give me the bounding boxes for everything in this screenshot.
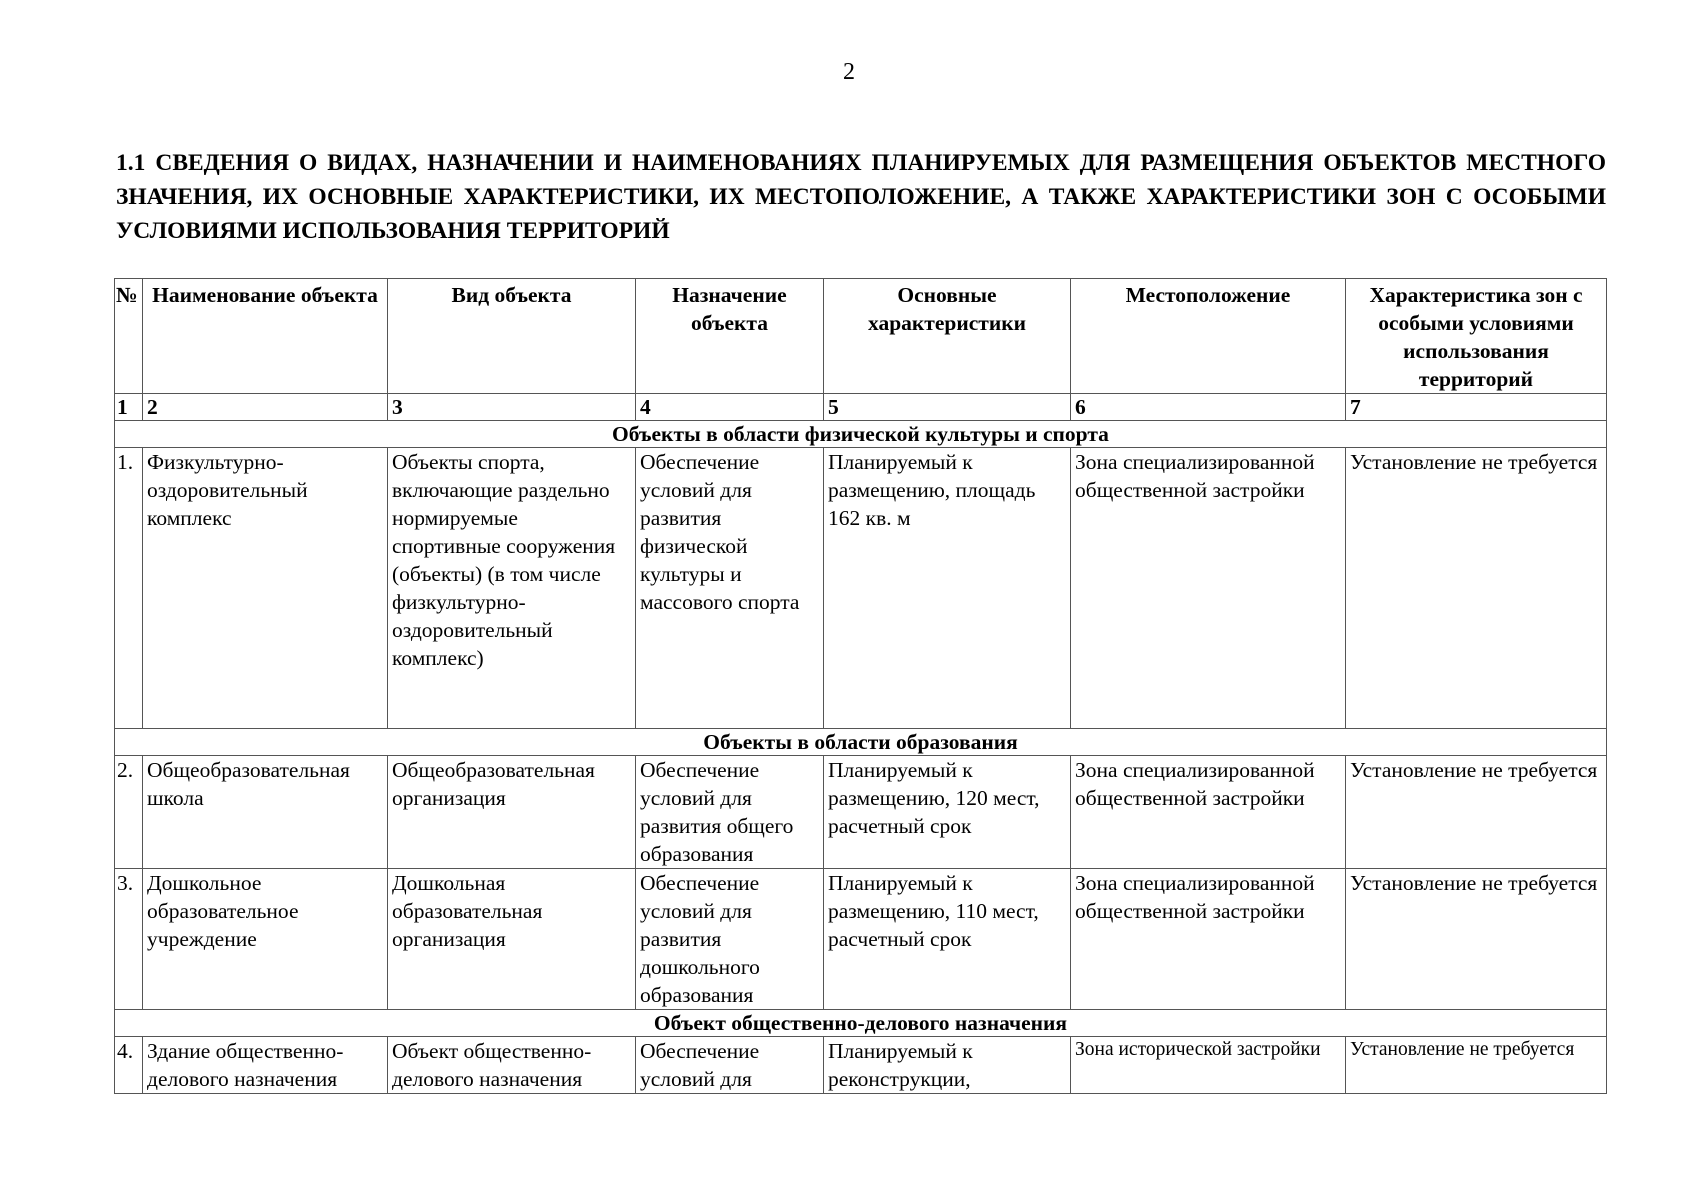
- column-number: 5: [824, 394, 1071, 421]
- object-type: Объекты спорта, включающие раздельно нормируемые спортивные сооружения (объекты) (в том числе физкультурно-оздоровительный комплекс): [388, 448, 636, 729]
- column-number: 6: [1071, 394, 1346, 421]
- object-name: Общеобразовательная школа: [143, 756, 388, 869]
- column-header-zones: Характеристика зон с особыми условиями использования территорий: [1346, 279, 1607, 394]
- object-zones: Установление не требуется: [1346, 869, 1607, 1010]
- column-header-characteristics: Основные характеристики: [824, 279, 1071, 394]
- row-number: 1.: [115, 448, 143, 729]
- table-row: [115, 869, 1607, 1010]
- row-number: 3.: [115, 869, 143, 1010]
- section-title: Объект общественно-делового назначения: [115, 1010, 1607, 1037]
- column-number: 4: [636, 394, 824, 421]
- object-location: Зона специализированной общественной застройки: [1071, 869, 1346, 1010]
- column-number: 7: [1346, 394, 1607, 421]
- object-type: Дошкольная образовательная организация: [388, 869, 636, 1010]
- column-numbers-row: [115, 394, 1607, 421]
- object-purpose: Обеспечение условий для развития дошкольного образования: [636, 869, 824, 1010]
- column-header-number: №: [115, 279, 143, 394]
- object-characteristics: Планируемый к размещению, площадь 162 кв. м: [824, 448, 1071, 729]
- column-header-type: Вид объекта: [388, 279, 636, 394]
- object-purpose: Обеспечение условий для развития общего образования: [636, 756, 824, 869]
- object-zones: Установление не требуется: [1346, 1037, 1607, 1094]
- section-row: [115, 729, 1607, 756]
- section-title: Объекты в области физической культуры и спорта: [115, 421, 1607, 448]
- object-characteristics: Планируемый к размещению, 110 мест, расчетный срок: [824, 869, 1071, 1010]
- page-number: 2: [843, 59, 855, 85]
- column-header-name: Наименование объекта: [143, 279, 388, 394]
- table-header-row: [115, 279, 1607, 394]
- object-location: Зона специализированной общественной застройки: [1071, 756, 1346, 869]
- row-number: 4.: [115, 1037, 143, 1094]
- object-type: Общеобразовательная организация: [388, 756, 636, 869]
- row-number: 2.: [115, 756, 143, 869]
- object-name: Дошкольное образовательное учреждение: [143, 869, 388, 1010]
- table-row: [115, 448, 1607, 729]
- object-zones: Установление не требуется: [1346, 756, 1607, 869]
- column-header-purpose: Назначение объекта: [636, 279, 824, 394]
- section-title: Объекты в области образования: [115, 729, 1607, 756]
- column-number: 3: [388, 394, 636, 421]
- object-purpose: Обеспечение условий для: [636, 1037, 824, 1094]
- table-row: [115, 1037, 1607, 1094]
- objects-table: [114, 278, 1607, 1094]
- object-characteristics: Планируемый к размещению, 120 мест, расчетный срок: [824, 756, 1071, 869]
- object-location: Зона специализированной общественной застройки: [1071, 448, 1346, 729]
- section-heading: 1.1 СВЕДЕНИЯ О ВИДАХ, НАЗНАЧЕНИИ И НАИМЕНОВАНИЯХ ПЛАНИРУЕМЫХ ДЛЯ РАЗМЕЩЕНИЯ ОБЪЕКТОВ МЕСТНОГО ЗНАЧЕНИЯ, ИХ ОСНОВНЫЕ ХАРАКТЕРИСТИКИ, ИХ МЕСТОПОЛОЖЕНИЕ, А ТАКЖЕ ХАРАКТЕРИСТИКИ ЗОН С ОСОБЫМИ УСЛОВИЯМИ ИСПОЛЬЗОВАНИЯ ТЕРРИТОРИЙ: [116, 150, 1606, 244]
- section-row: [115, 421, 1607, 448]
- column-header-location: Местоположение: [1071, 279, 1346, 394]
- object-location: Зона исторической застройки: [1071, 1037, 1346, 1094]
- object-characteristics: Планируемый к реконструкции,: [824, 1037, 1071, 1094]
- column-number: 1: [115, 394, 143, 421]
- column-number: 2: [143, 394, 388, 421]
- table-row: [115, 756, 1607, 869]
- object-zones: Установление не требуется: [1346, 448, 1607, 729]
- object-purpose: Обеспечение условий для развития физической культуры и массового спорта: [636, 448, 824, 729]
- object-name: Здание общественно-делового назначения: [143, 1037, 388, 1094]
- section-row: [115, 1010, 1607, 1037]
- object-name: Физкультурно-оздоровительный комплекс: [143, 448, 388, 729]
- object-type: Объект общественно-делового назначения: [388, 1037, 636, 1094]
